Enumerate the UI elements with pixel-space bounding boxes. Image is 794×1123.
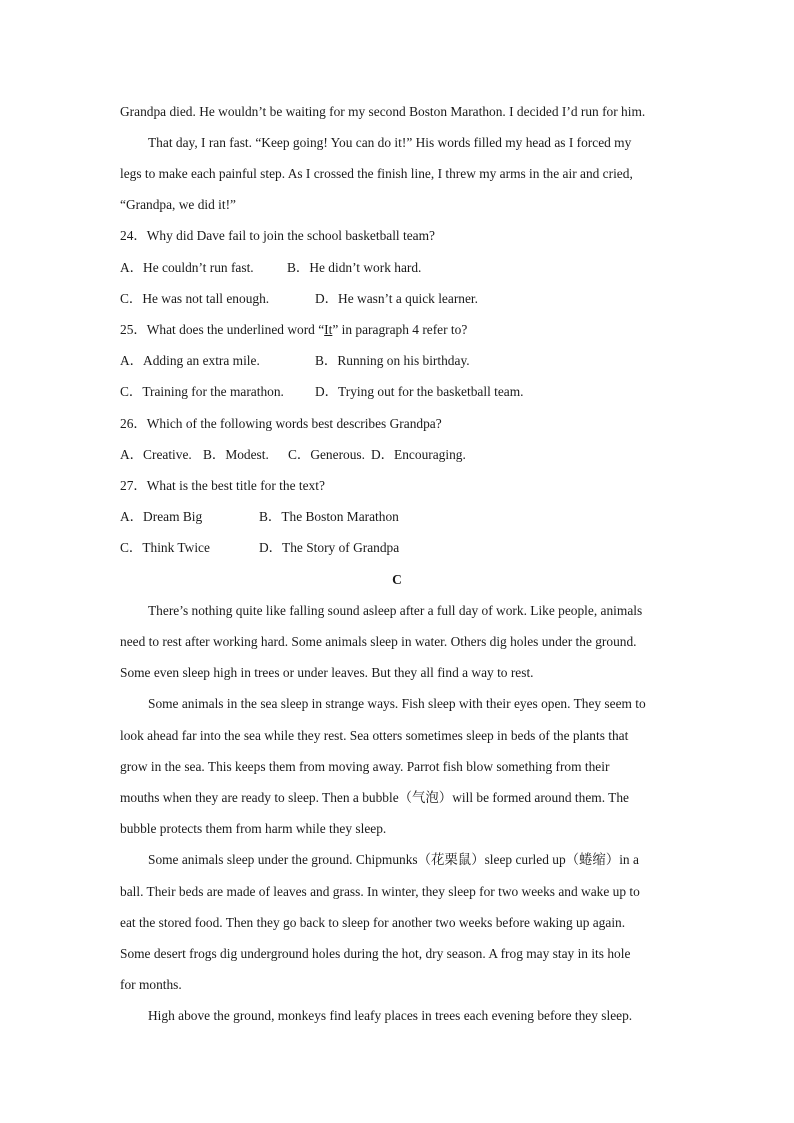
passage-c-line: grow in the sea. This keeps them from moving away. Parrot fish blow something from their (120, 759, 610, 774)
passage-c-line: ball. Their beds are made of leaves and grass. In winter, they sleep for two weeks and wake up to (120, 884, 640, 899)
passage-c-line: High above the ground, monkeys find leafy places in trees each evening before they sleep. (148, 1008, 633, 1023)
question-27-option-a: A．Dream Big (120, 509, 203, 524)
question-26-option-a: A．Creative. (120, 447, 192, 462)
passage-c-line: bubble protects them from harm while they sleep. (120, 821, 387, 836)
passage-b-line: That day, I ran fast. “Keep going! You can do it!” His words filled my head as I forced my (148, 135, 632, 150)
question-26-stem: 26．Which of the following words best describes Grandpa? (120, 416, 442, 431)
passage-c-line: Some animals sleep under the ground. Chipmunks（花栗鼠）sleep curled up（蜷缩）in a (148, 852, 639, 867)
passage-c-line: for months. (120, 977, 182, 992)
question-25-option-c: C．Training for the marathon. (120, 384, 284, 399)
passage-c-line: There’s nothing quite like falling sound asleep after a full day of work. Like people, animals (148, 603, 643, 618)
question-24-stem: 24．Why did Dave fail to join the school basketball team? (120, 228, 435, 243)
question-25-stem-post: ” in paragraph 4 refer to? (332, 322, 468, 337)
question-25-option-a: A．Adding an extra mile. (120, 353, 260, 368)
passage-c-heading: C (392, 572, 402, 587)
question-25-stem-pre: 25．What does the underlined word “ (120, 322, 325, 337)
passage-c-line: Some desert frogs dig underground holes during the hot, dry season. A frog may stay in its hole (120, 946, 631, 961)
question-25-option-b: B．Running on his birthday. (315, 353, 470, 368)
passage-b-line: legs to make each painful step. As I crossed the finish line, I threw my arms in the air and cried, (120, 166, 633, 181)
question-24-option-b: B．He didn’t work hard. (287, 260, 422, 275)
question-26-option-d: D．Encouraging. (371, 447, 466, 462)
passage-c-line: eat the stored food. Then they go back to sleep for another two weeks before waking up again. (120, 915, 626, 930)
question-24-option-c: C．He was not tall enough. (120, 291, 270, 306)
question-24-option-a: A．He couldn’t run fast. (120, 260, 254, 275)
passage-c-line: mouths when they are ready to sleep. Then a bubble（气泡）will be formed around them. The (120, 790, 629, 805)
passage-c-line: Some animals in the sea sleep in strange ways. Fish sleep with their eyes open. They seem to (148, 696, 646, 711)
question-27-option-c: C．Think Twice (120, 540, 210, 555)
question-25-stem (120, 320, 680, 340)
question-24-option-d: D．He wasn’t a quick learner. (315, 291, 478, 306)
question-27-option-b: B．The Boston Marathon (259, 509, 399, 524)
passage-c-line: look ahead far into the sea while they rest. Sea otters sometimes sleep in beds of the plants that (120, 728, 629, 743)
question-27-option-d: D．The Story of Grandpa (259, 540, 400, 555)
question-26-option-c: C．Generous. (288, 447, 365, 462)
question-27-stem: 27．What is the best title for the text? (120, 478, 325, 493)
passage-c-line: need to rest after working hard. Some animals sleep in water. Others dig holes under the ground. (120, 634, 637, 649)
question-26-option-b: B．Modest. (203, 447, 269, 462)
passage-b-line: “Grandpa, we did it!” (120, 197, 237, 212)
passage-c-line: Some even sleep high in trees or under leaves. But they all find a way to rest. (120, 665, 534, 680)
question-25-underlined-word: It (324, 322, 333, 337)
question-25-option-d: D．Trying out for the basketball team. (315, 384, 524, 399)
passage-b-line: Grandpa died. He wouldn’t be waiting for my second Boston Marathon. I decided I’d run for him. (120, 104, 646, 119)
